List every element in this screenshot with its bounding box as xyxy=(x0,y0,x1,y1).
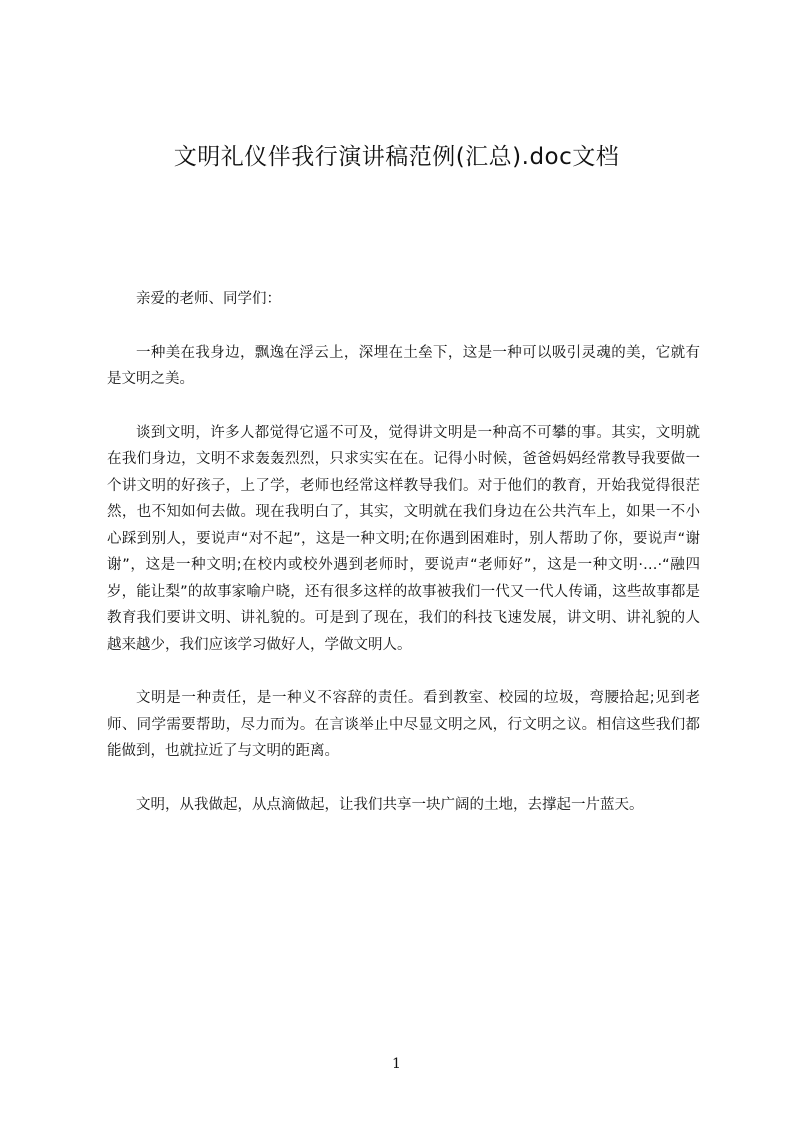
salutation-paragraph: 亲爱的老师、同学们： xyxy=(136,291,281,307)
closing-paragraph: 文明，从我做起，从点滴做起，让我们共享一块广阔的土地，去撑起一片蓝天。 xyxy=(136,796,644,813)
body-paragraph: 谈到文明，许多人都觉得它遥不可及，觉得讲文明是一种高不可攀的事。其实，文明就在我们身边，文明不求轰轰烈烈，只求实实在在。记得小时候，爸爸妈妈经常教导我要做一个讲文明的好孩子，上了学，老师也经常这样教导我们。对于他们的教育，开始我觉得很茫然，也不知如何去做。现在我明白了，其实，文明就在我们身边在公共汽车上，如果一不小心踩到别人，要说声“对不起”，这是一种文明;在你遇到困难时，别人帮助了你，要说声“谢谢”，这是一种文明;在校内或校外遇到老师时，要说声“老师好”，这是一种文明·…·“融四岁，能让梨”的故事家喻户晓，还有很多这样的故事被我们一代又一代人传诵，这些故事都是教育我们要讲文明、讲礼貌的。可是到了现在，我们的科技飞速发展，讲文明、讲礼貌的人越来越少，我们应该学习做好人，学做文明人。 xyxy=(107,424,700,653)
page-number: 1 xyxy=(392,1056,401,1072)
document-title: 文明礼仪伴我行演讲稿范例(汇总).doc文档 xyxy=(173,144,620,170)
body-paragraph: 文明是一种责任，是一种义不容辞的责任。看到教室、校园的垃圾，弯腰拾起;见到老师、同学需要帮助，尽力而为。在言谈举止中尽显文明之风，行文明之议。相信这些我们都能做到，也就拉近了与文明的距离。 xyxy=(107,690,700,759)
document-body xyxy=(107,286,700,845)
body-paragraph: 一种美在我身边，飘逸在浮云上，深埋在土垒下，这是一种可以吸引灵魂的美，它就有是文明之美。 xyxy=(107,344,700,387)
